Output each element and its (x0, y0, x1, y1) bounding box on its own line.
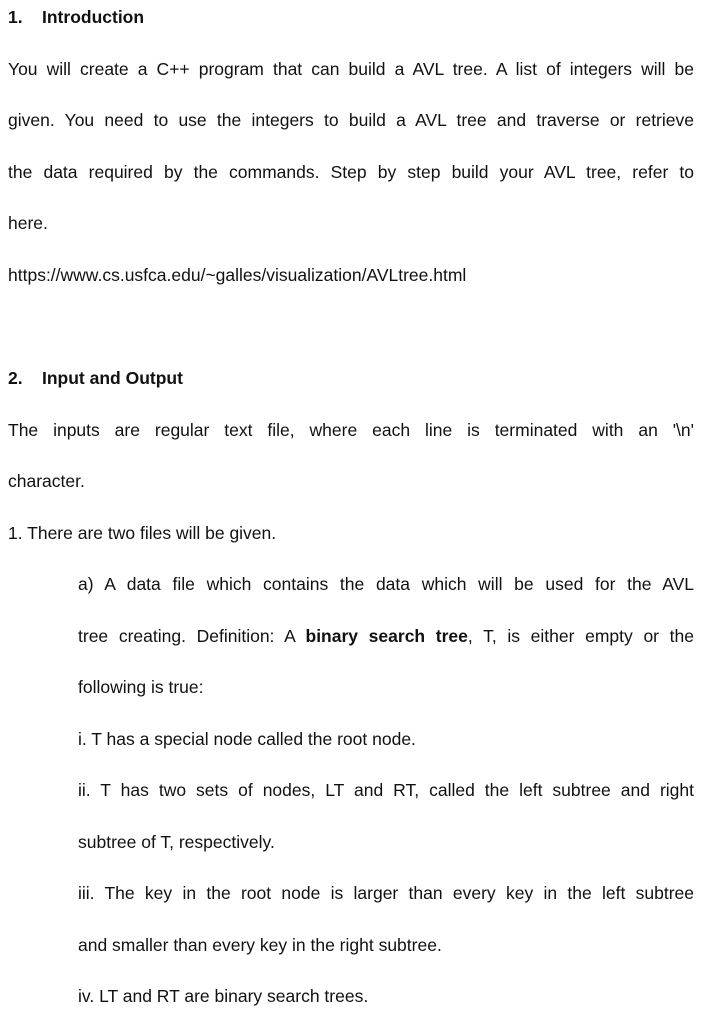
item-a-line-2 (78, 625, 694, 647)
definition-iv: iv. LT and RT are binary search trees. (78, 986, 369, 1006)
item-a-line-2-post: , T, is either empty or the (467, 626, 694, 646)
definition-iii-line-1: iii. The key in the root node is larger than every key in the left subtree (78, 883, 694, 903)
section-1-title: Introduction (42, 7, 145, 27)
list-item-1: 1. There are two files will be given. (8, 523, 277, 543)
io-line-1: The inputs are regular text file, where each line is terminated with an '\n' (8, 420, 694, 440)
intro-line-4: here. (8, 213, 48, 233)
item-a-line-3: following is true: (78, 677, 204, 697)
intro-line-1: You will create a C++ program that can build a AVL tree. A list of integers will be (8, 59, 694, 79)
binary-search-tree-term: binary search tree (305, 626, 468, 646)
visualization-link[interactable]: https://www.cs.usfca.edu/~galles/visualization/AVLtree.html (8, 265, 467, 285)
definition-iii-line-2: and smaller than every key in the right subtree. (78, 935, 442, 955)
definition-ii-line-2: subtree of T, respectively. (78, 832, 275, 852)
section-2-heading (8, 367, 183, 389)
section-2-title: Input and Output (42, 368, 183, 388)
intro-line-2: given. You need to use the integers to build a AVL tree and traverse or retrieve (8, 110, 694, 130)
intro-line-3: the data required by the commands. Step by step build your AVL tree, refer to (8, 162, 694, 182)
definition-ii-line-1: ii. T has two sets of nodes, LT and RT, called the left subtree and right (78, 780, 694, 800)
item-a-line-2-pre: tree creating. Definition: A (78, 626, 306, 646)
section-2-number: 2. (8, 368, 23, 388)
section-1-heading (8, 6, 144, 28)
io-line-2: character. (8, 471, 85, 491)
definition-i: i. T has a special node called the root node. (78, 729, 416, 749)
item-a-line-1: a) A data file which contains the data which will be used for the AVL (78, 574, 694, 594)
section-1-number: 1. (8, 7, 23, 27)
